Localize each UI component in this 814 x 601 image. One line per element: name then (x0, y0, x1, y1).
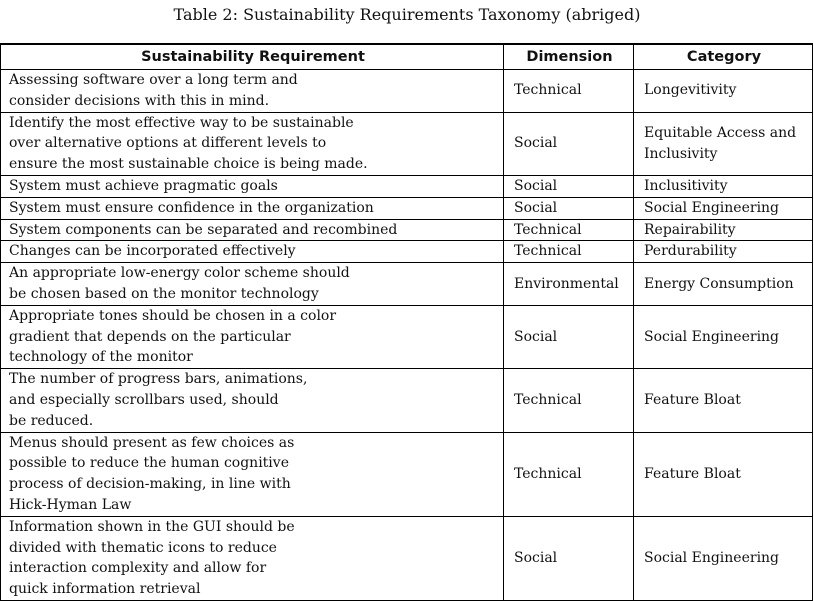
dimension-cell: Social (504, 305, 634, 368)
requirement-cell: Changes can be incorporated effectively (1, 241, 504, 263)
table-header-row (1, 44, 813, 70)
category-cell: Longevitivity (634, 70, 813, 113)
table-row (1, 219, 813, 241)
category-cell: Perdurability (634, 241, 813, 263)
dimension-cell: Social (504, 112, 634, 175)
requirement-cell: Menus should present as few choices as possible to reduce the human cognitive process of decision-making, in line with Hick-Hyman Law (1, 432, 504, 516)
table-row (1, 70, 813, 113)
dimension-cell: Social (504, 516, 634, 600)
category-cell: Social Engineering (634, 516, 813, 600)
table-row (1, 175, 813, 197)
dimension-cell: Social (504, 175, 634, 197)
dimension-cell: Technical (504, 70, 634, 113)
header-requirement: Sustainability Requirement (1, 44, 504, 70)
requirement-cell: The number of progress bars, animations, and especially scrollbars used, should be reduced. (1, 369, 504, 432)
dimension-cell: Environmental (504, 263, 634, 306)
header-category: Category (634, 44, 813, 70)
category-cell: Social Engineering (634, 197, 813, 219)
category-cell: Energy Consumption (634, 263, 813, 306)
dimension-cell: Technical (504, 432, 634, 516)
category-cell: Repairability (634, 219, 813, 241)
taxonomy-table (0, 43, 813, 601)
requirement-cell: System components can be separated and recombined (1, 219, 504, 241)
table-row (1, 305, 813, 368)
dimension-cell: Technical (504, 369, 634, 432)
table-row (1, 263, 813, 306)
table-row (1, 112, 813, 175)
requirement-cell: An appropriate low-energy color scheme should be chosen based on the monitor technology (1, 263, 504, 306)
header-dimension: Dimension (504, 44, 634, 70)
category-cell: Inclusitivity (634, 175, 813, 197)
requirement-cell: Information shown in the GUI should be divided with thematic icons to reduce interaction complexity and allow for quick information retrieval (1, 516, 504, 600)
requirement-cell: Assessing software over a long term and consider decisions with this in mind. (1, 70, 504, 113)
table-row (1, 241, 813, 263)
table-row (1, 369, 813, 432)
category-cell: Feature Bloat (634, 432, 813, 516)
table-row (1, 516, 813, 600)
dimension-cell: Technical (504, 219, 634, 241)
requirement-cell: Identify the most effective way to be sustainable over alternative options at different levels to ensure the most sustainable choice is being made. (1, 112, 504, 175)
category-cell: Social Engineering (634, 305, 813, 368)
category-cell: Feature Bloat (634, 369, 813, 432)
dimension-cell: Technical (504, 241, 634, 263)
requirement-cell: System must ensure confidence in the organization (1, 197, 504, 219)
table-caption: Table 2: Sustainability Requirements Taxonomy (abriged) (173, 5, 641, 24)
category-cell: Equitable Access and Inclusivity (634, 112, 813, 175)
dimension-cell: Social (504, 197, 634, 219)
table-row (1, 197, 813, 219)
requirement-cell: System must achieve pragmatic goals (1, 175, 504, 197)
requirement-cell: Appropriate tones should be chosen in a color gradient that depends on the particular technology of the monitor (1, 305, 504, 368)
table-row (1, 432, 813, 516)
